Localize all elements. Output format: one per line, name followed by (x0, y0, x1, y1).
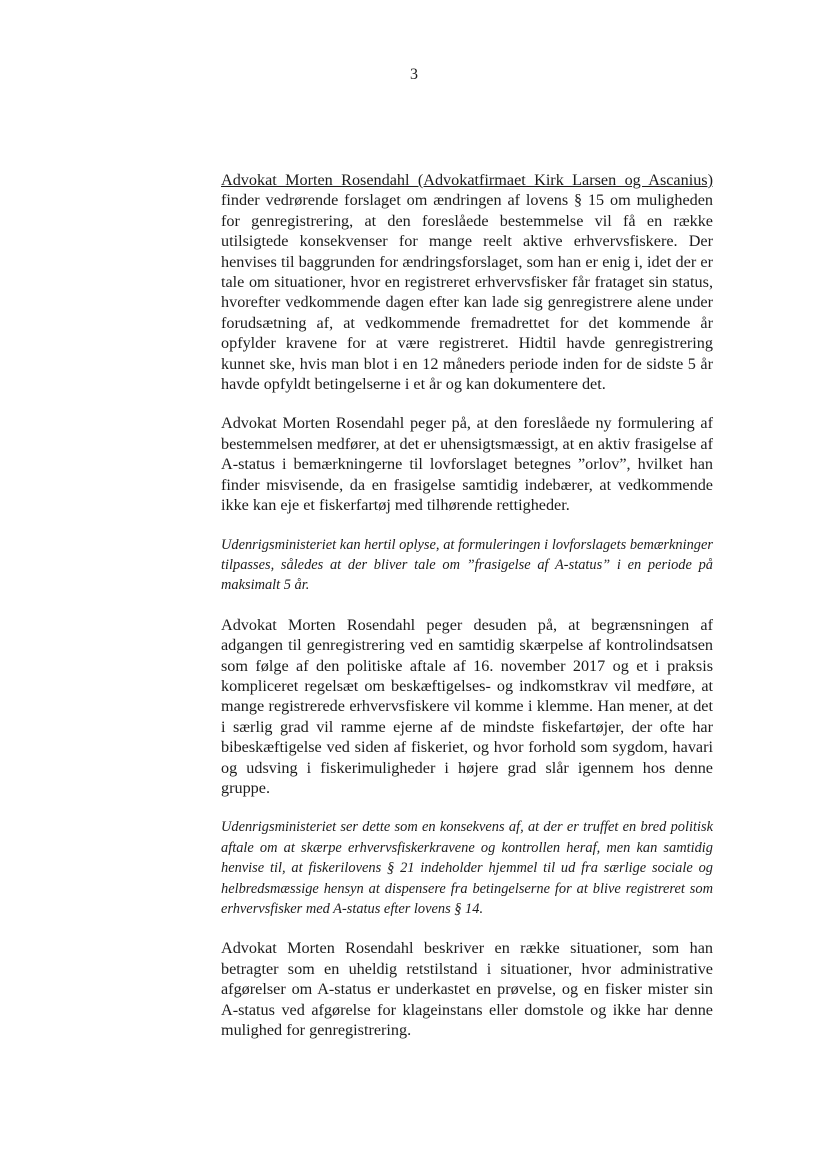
ministry-reply-1: Udenrigsministeriet kan hertil oplyse, at formuleringen i lovforslagets bemærkninger tilpasses, således at der bliver tale om ”frasigelse af A-status” i en periode på maksimalt 5 år. (221, 536, 713, 594)
paragraph-4: Advokat Morten Rosendahl beskriver en række situationer, som han betragter som en uheldig retstilstand i situationer, hvor administrative afgørelser om A-status er underkastet en prøvelse, og en fisker mister sin A-status ved afgørelse for klageinstans eller domstole og ikke har denne mulighed for genregistrering. (221, 939, 713, 1040)
author-heading: Advokat Morten Rosendahl (Advokatfirmaet Kirk Larsen og Ascanius) (221, 171, 713, 189)
document-body (221, 170, 713, 1059)
paragraph-1-text: finder vedrørende forslaget om ændringen af lovens § 15 om muligheden for genregistrering, at den foreslåede bestemmelse vil få en række utilsigtede konsekvenser for mange reelt aktive erhvervsfiskere. Der henvises til baggrunden for ændringsforslaget, som han er enig i, idet der er tale om situationer, hvor en registreret erhvervsfisker får frataget sin status, hvorefter vedkommende dagen efter kan lade sig genregistrere alene under forudsætning af, at vedkommende fremadrettet for det kommende år opfylder kravene for at være registreret. Hidtil havde genregistrering kunnet ske, hvis man blot i en 12 måneders periode inden for de sidste 5 år havde opfyldt betingelserne i et år og kan dokumentere det. (221, 191, 713, 394)
ministry-reply-2: Udenrigsministeriet ser dette som en konsekvens af, at der er truffet en bred politisk aftale om at skærpe erhvervsfiskerkravene og kontrollen heraf, men kan samtidig henvise til, at fiskerilovens § 21 indeholder hjemmel til ud fra særlige sociale og helbredsmæssige hensyn at dispensere fra betingelserne for at blive registreret som erhvervsfisker med A-status efter lovens § 14. (221, 819, 713, 917)
paragraph-3: Advokat Morten Rosendahl peger desuden på, at begrænsningen af adgangen til genregistrering ved en samtidig skærpelse af kontrolindsatsen som følge af den politiske aftale af 16. november 2017 og et i praksis kompliceret regelsæt om beskæftigelses- og indkomstkrav vil medføre, at mange registrerede erhvervsfiskere vil komme i klemme. Han mener, at det i særlig grad vil ramme ejerne af de mindste fiskefartøjer, der ofte har bibeskæftigelse ved siden af fiskeriet, og hvor forhold som sygdom, havari og udsving i fiskerimuligheder i højere grad slår igennem hos denne gruppe. (221, 615, 713, 797)
paragraph-1 (221, 170, 713, 394)
page-number: 3 (410, 66, 418, 83)
paragraph-2: Advokat Morten Rosendahl peger på, at den foreslåede ny formulering af bestemmelsen medfører, at det er uhensigtsmæssigt, at en aktiv frasigelse af A-status i bemærkningerne til lovforslaget betegnes ”orlov”, hvilket han finder misvisende, da en frasigelse samtidig indebærer, at vedkommende ikke kan eje et fiskerfartøj med tilhørende rettigheder. (221, 414, 713, 515)
